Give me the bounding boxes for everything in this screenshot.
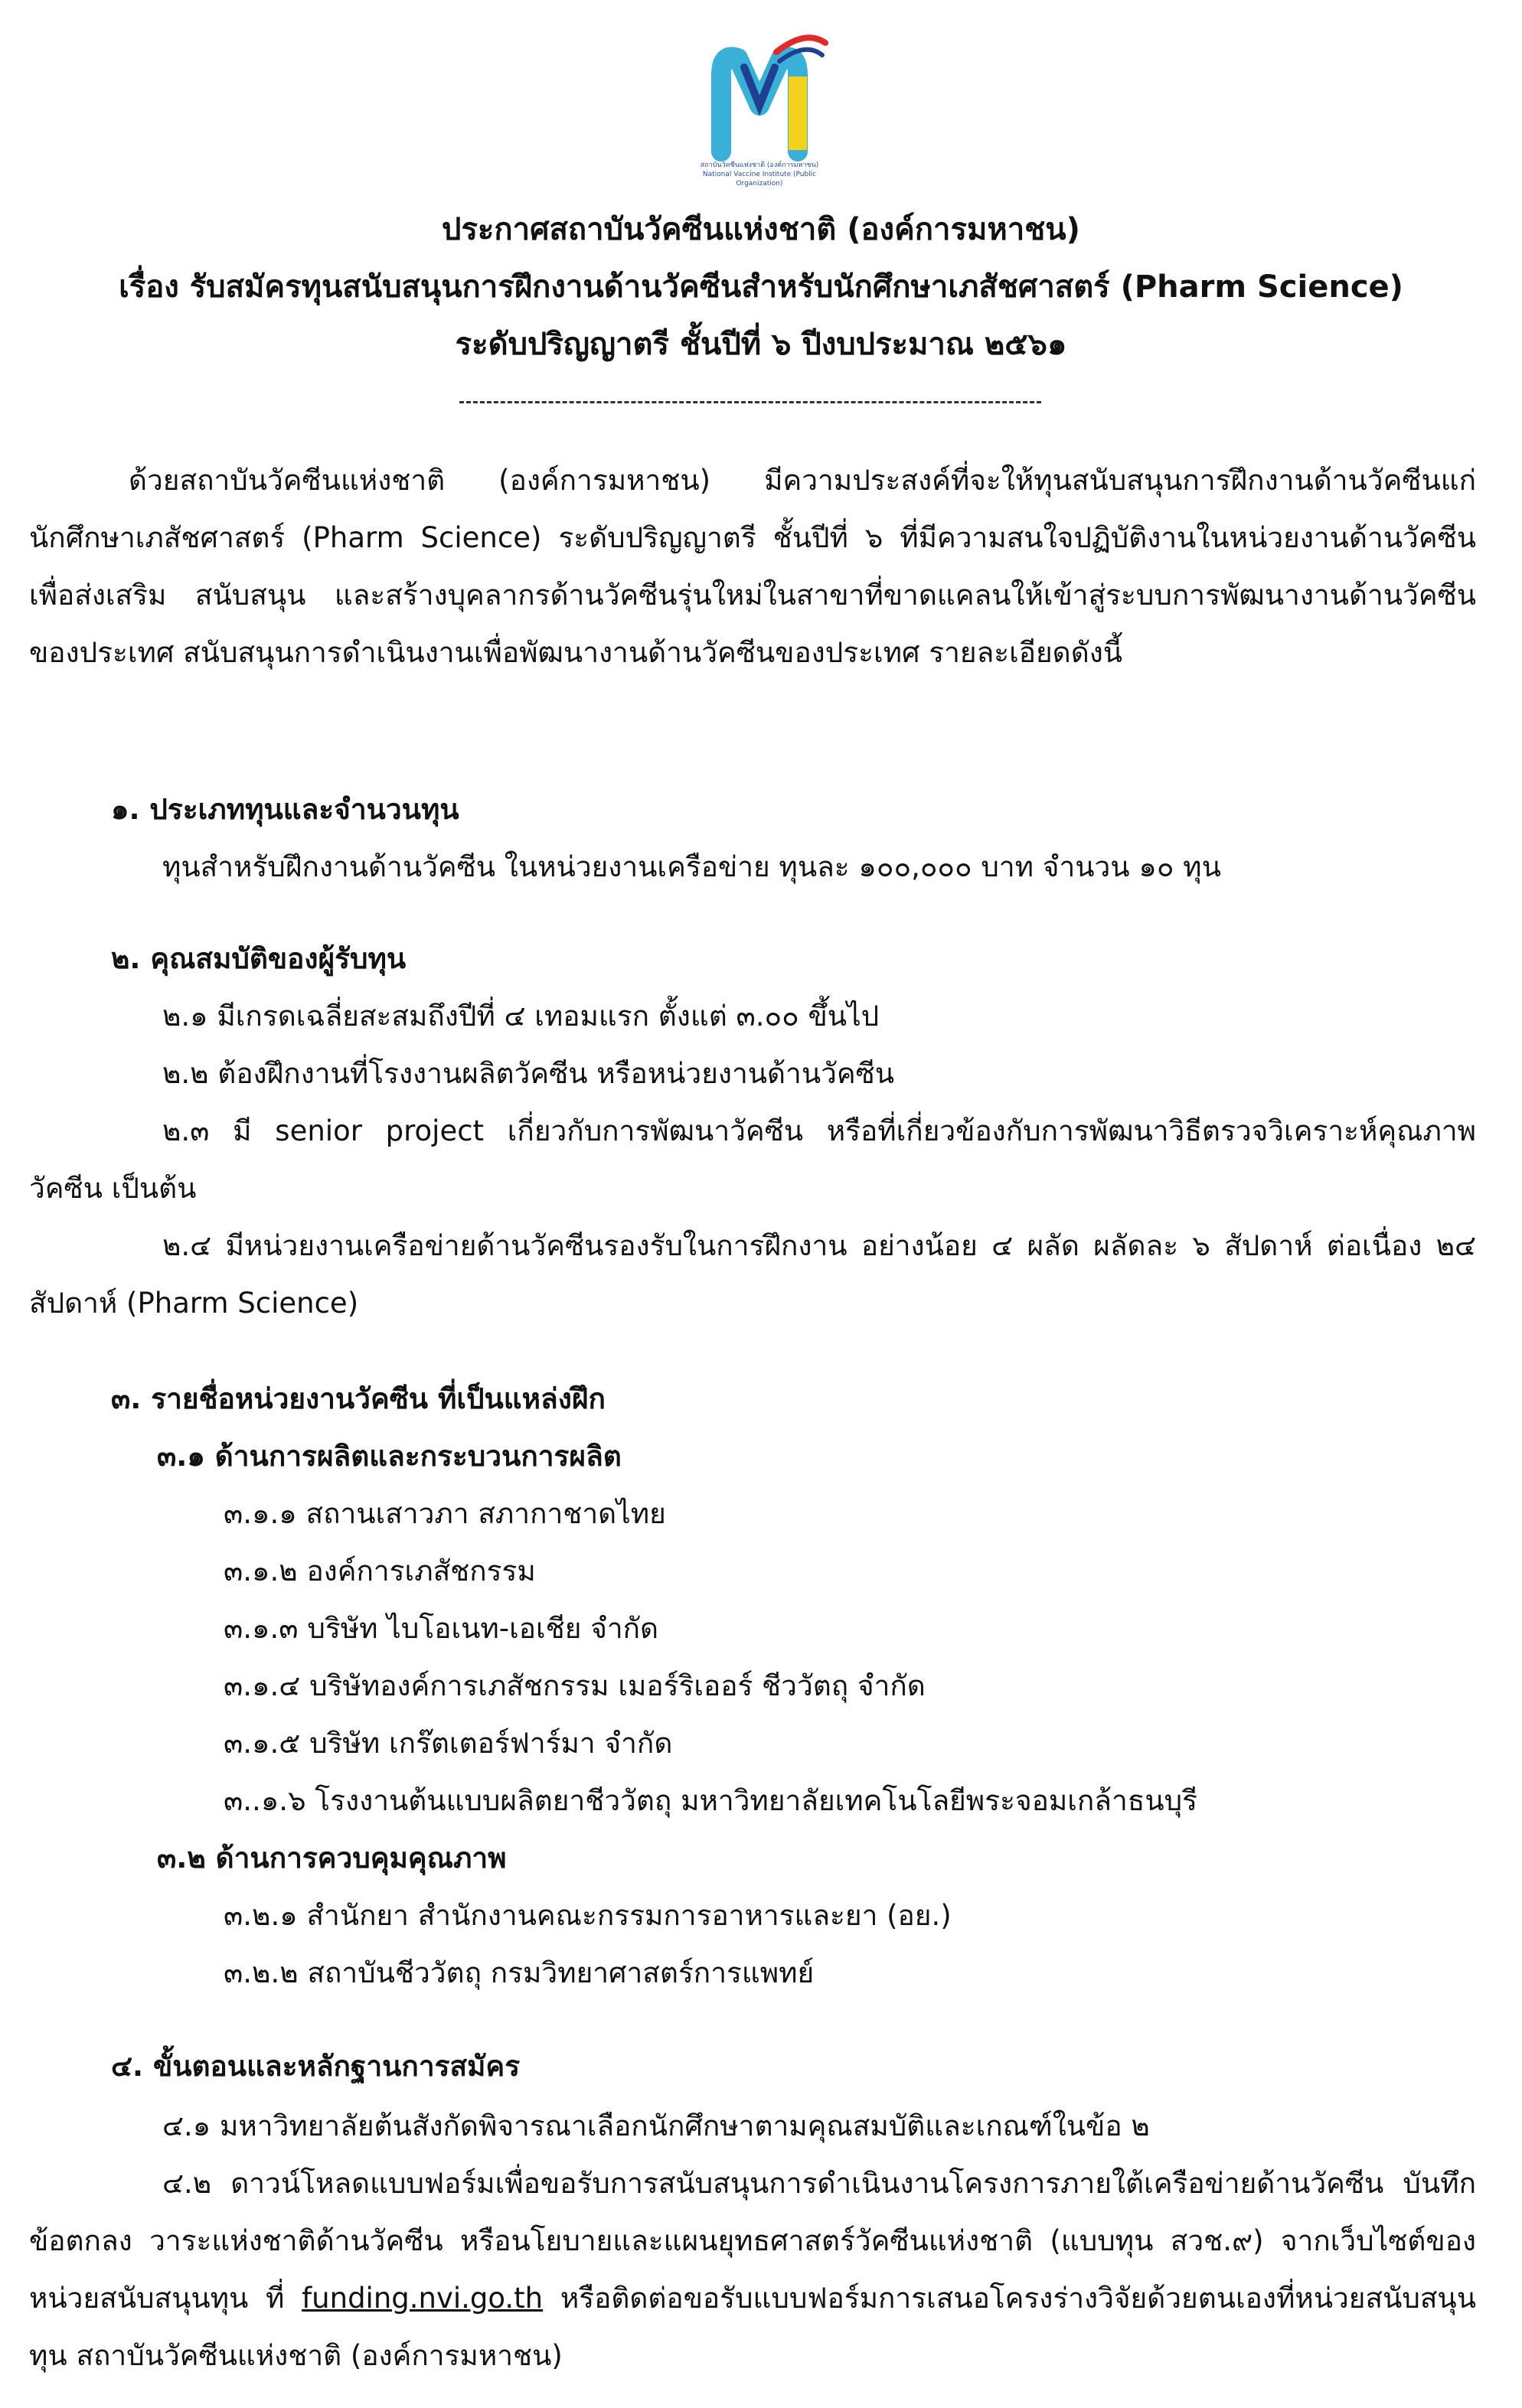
announcement-level-year: ระดับปริญญาตรี ชั้นปีที่ ๖ ปีงบประมาณ ๒๕๖๑ (455, 327, 1067, 362)
section-4-item-2-contact: หรือติดต่อขอรับแบบฟอร์มการเสนอโครงร่างวิจัยด้วยตนเองที่หน่วยสนับสนุนทุน สถาบันวัคซีนแห่งชาติ (องค์การมหาชน) (29, 2282, 1477, 2372)
nvi-logo-icon (691, 21, 828, 182)
section-3-1-item: ๓.๑.๑ สถานเสาวภา สภากาชาดไทย (224, 1497, 666, 1530)
section-3-2-item: ๓.๒.๑ สำนักยา สำนักงานคณะกรรมการอาหารและยา (อย.) (224, 1899, 952, 1932)
section-1-text: ทุนสำหรับฝึกงานด้านวัคซีน ในหน่วยงานเครือข่าย ทุนละ ๑๐๐,๐๐๐ บาท จำนวน ๑๐ ทุน (162, 850, 1221, 883)
section-3-2-item: ๓.๒.๒ สถาบันชีววัตถุ กรมวิทยาศาสตร์การแพทย์ (224, 1956, 815, 1989)
announcement-subject: เรื่อง รับสมัครทุนสนับสนุนการฝึกงานด้านวัคซีนสำหรับนักศึกษาเภสัชศาสตร์ (Pharm Science) (119, 269, 1403, 305)
section-3-1-item: ๓..๑.๖ โรงงานต้นแบบผลิตยาชีววัตถุ มหาวิทยาลัยเทคโนโลยีพระจอมเกล้าธนบุรี (224, 1784, 1197, 1817)
intro-paragraph (29, 452, 1476, 681)
logo-caption-thai: สถาบันวัคซีนแห่งชาติ (องค์การมหาชน) (700, 162, 819, 169)
section-3-1-heading: ๓.๑ ด้านการผลิตและกระบวนการผลิต (157, 1440, 622, 1473)
section-3-heading: ๓. รายชื่อหน่วยงานวัคซีน ที่เป็นแหล่งฝึก (111, 1382, 606, 1415)
section-3-1-item: ๓.๑.๕ บริษัท เกร๊ตเตอร์ฟาร์มา จำกัด (224, 1727, 673, 1760)
section-4-item-2 (29, 2155, 1476, 2384)
section-2-item-2: ๒.๒ ต้องฝึกงานที่โรงงานผลิตวัคซีน หรือหน่วยงานด้านวัคซีน (162, 1057, 895, 1090)
section-2-item-1: ๒.๑ มีเกรดเฉลี่ยสะสมถึงปีที่ ๔ เทอมแรก ตั้งแต่ ๓.๐๐ ขึ้นไป (162, 1000, 880, 1033)
section-2-heading: ๒. คุณสมบัติของผู้รับทุน (111, 942, 407, 975)
section-3-1-item: ๓.๑.๔ บริษัทองค์การเภสัชกรรม เมอร์ริเออร์ ชีววัตถุ จำกัด (224, 1669, 926, 1702)
header-divider (459, 401, 1041, 403)
section-3-2-heading: ๓.๒ ด้านการควบคุมคุณภาพ (157, 1842, 507, 1875)
section-1-heading: ๑. ประเภททุนและจำนวนทุน (111, 793, 459, 826)
section-2-item-3: ๒.๓ มี senior project เกี่ยวกับการพัฒนาวัคซีน หรือที่เกี่ยวข้องกับการพัฒนาวิธีตรวจวิเคราะห์คุณภาพวัคซีน เป็นต้น (29, 1114, 1476, 1205)
section-4-heading: ๔. ขั้นตอนและหลักฐานการสมัคร (111, 2050, 521, 2083)
funding-website-link[interactable]: funding.nvi.go.th (302, 2282, 544, 2315)
section-4-item-2-text: ๔.๒ ดาวน์โหลดแบบฟอร์มเพื่อขอรับการสนับสนุนการดำเนินงานโครงการภายใต้เครือข่ายด้านวัคซีน บันทึกข้อตกลง วาระแห่งชาติด้านวัคซีน หรือนโยบายและแผนยุทธศาสตร์วัคซีนแห่งชาติ (แบบทุน สวช.๙) จากเว็บไซต์ของหน่วยสนับสนุนทุน ที่ (29, 2167, 1476, 2315)
section-3-1-item: ๓.๑.๓ บริษัท ไบโอเนท-เอเชีย จำกัด (224, 1612, 659, 1645)
intro-text: ด้วยสถาบันวัคซีนแห่งชาติ (องค์การมหาชน) มีความประสงค์ที่จะให้ทุนสนับสนุนการฝึกงานด้านวัคซีนแก่นักศึกษาเภสัชศาสตร์ (Pharm Science) ระดับปริญญาตรี ชั้นปีที่ ๖ ที่มีความสนใจปฏิบัติงานในหน่วยงานด้านวัคซีน เพื่อส่งเสริม สนับสนุน และสร้างบุคลากรด้านวัคซีนรุ่นใหม่ในสาขาที่ขาดแคลนให้เข้าสู่ระบบการพัฒนางานด้านวัคซีนของประเทศ สนับสนุนการดำเนินงานเพื่อพัฒนางานด้านวัคซีนของประเทศ รายละเอียดดังนี้ (29, 464, 1476, 669)
announcement-title: ประกาศสถาบันวัคซีนแห่งชาติ (องค์การมหาชน) (442, 212, 1080, 247)
logo-caption (691, 161, 828, 188)
section-3-1-item: ๓.๑.๒ องค์การเภสัชกรรม (224, 1555, 536, 1587)
section-4-item-1: ๔.๑ มหาวิทยาลัยต้นสังกัดพิจารณาเลือกนักศึกษาตามคุณสมบัติและเกณฑ์ในข้อ ๒ (162, 2109, 1150, 2142)
section-2-item-4: ๒.๔ มีหน่วยงานเครือข่ายด้านวัคซีนรองรับในการฝึกงาน อย่างน้อย ๔ ผลัด ผลัดละ ๖ สัปดาห์ ต่อเนื่อง ๒๔ สัปดาห์ (Pharm Science) (29, 1229, 1476, 1320)
logo-caption-english: National Vaccine Institute (Public Organization) (702, 171, 817, 188)
